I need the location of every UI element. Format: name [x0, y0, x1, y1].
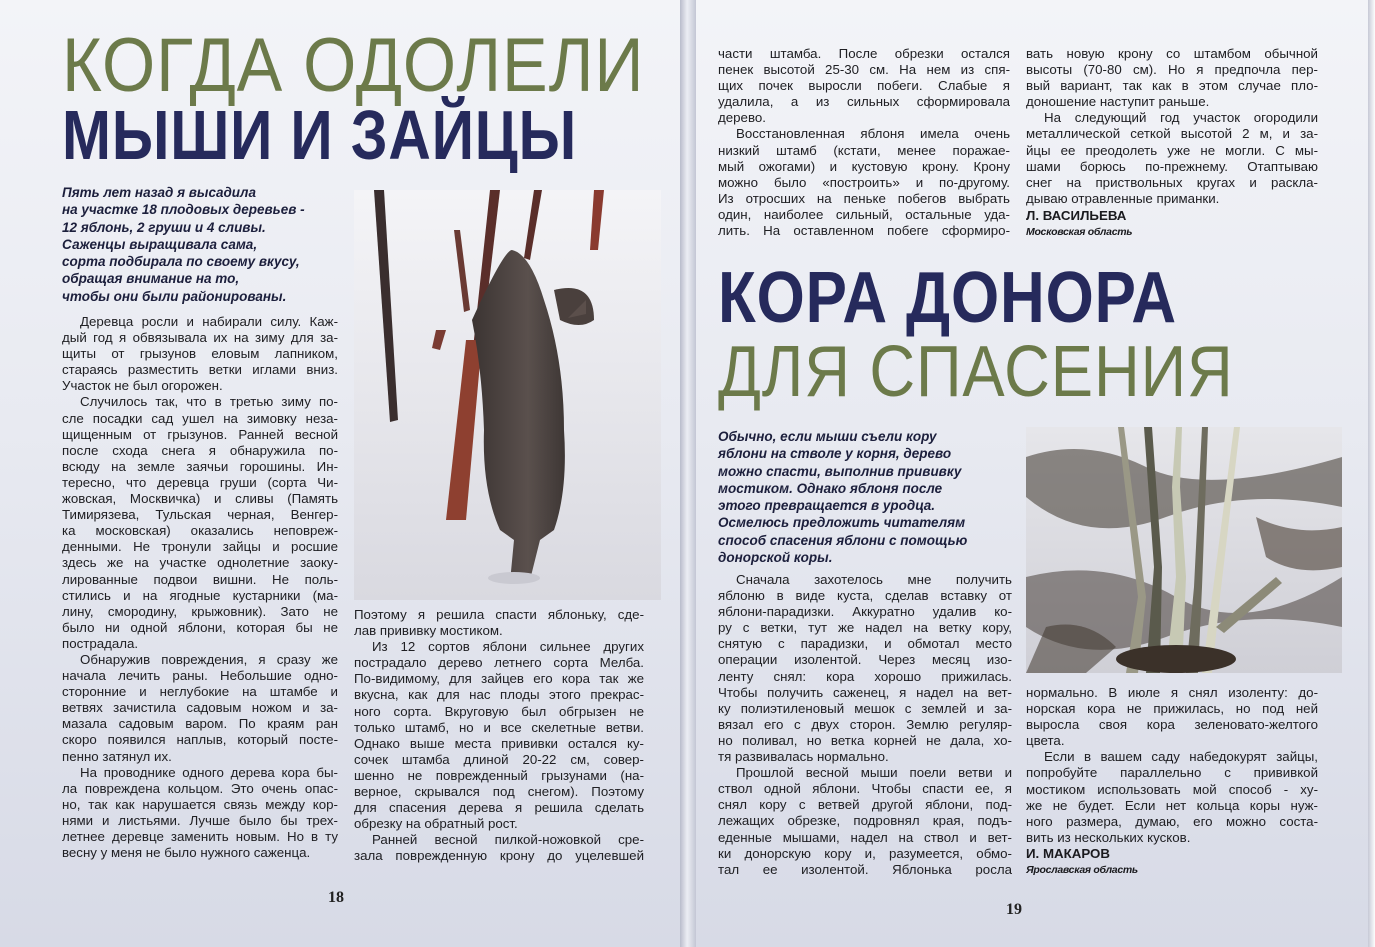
text-line: сле посадки сад ушел на зимовку неза-: [62, 410, 338, 426]
text-line: яблони-парадизки. Аккуратно удалив ко-: [718, 604, 1012, 620]
text-line: обрезку на обратный рост.: [354, 816, 518, 832]
text-line: мый ожогами) и кустовую крону. Крону: [718, 158, 1010, 174]
text-line: щищенным от грызунов. Ранней весной: [62, 426, 338, 442]
text-line: Из отросших на пеньке побегов выбрать: [718, 190, 1010, 206]
text-line: ки донорскую кору и, разумеется, обмо-: [718, 845, 1012, 861]
text-line: Восстановленная яблоня имела очень: [736, 126, 1010, 142]
lead-line: мостиком. Однако яблоня после: [718, 480, 943, 496]
text-line: вать новую крону со штамбом обычной: [1026, 46, 1318, 61]
text-line: жовская, Москвичка) и сливы (Память: [62, 491, 338, 507]
page-right: [696, 0, 1368, 947]
text-line: лированные подвои вишни. Не поль-: [62, 571, 338, 587]
text-line: Сначала захотелось мне получить: [736, 572, 1012, 587]
page-number: 19: [1006, 901, 1022, 918]
text-line: ка московская) оказались неповреж-: [62, 523, 338, 539]
text-line: шенно не поврежденный грызунами (на-: [354, 767, 644, 783]
text-line: яблоню в виде куста, сделав вставку от: [718, 588, 1012, 604]
text-line: но поливал, но ветка корней не дала, хо-: [718, 732, 1012, 748]
text-line: зала поврежденную крону до уцелевшей: [354, 848, 644, 864]
text-line: тал ее изолентой. Яблонька росла: [718, 861, 1012, 877]
text-line: пострадала.: [62, 635, 139, 651]
text-line: На следующий год участок огородили: [1044, 110, 1318, 126]
text-line: верное, скрывался под снегом). Поэтому: [354, 784, 644, 800]
text-line: удалила, а из сильных сформировала: [718, 94, 1010, 110]
lead-line: этого превращается в уродца.: [718, 498, 936, 514]
apple-trunk-photo: [1026, 427, 1342, 673]
text-line: мостиком использовать мой способ - ху-: [1026, 781, 1318, 797]
text-line: Поэтому я решила спасти яблоньку, сде-: [354, 607, 644, 622]
text-line: шами борюсь по-прежнему. Отаптываю: [1026, 158, 1318, 174]
text-line: лав прививку мостиком.: [354, 623, 503, 639]
text-line: попробуйте параллельно с прививкой: [1026, 765, 1318, 781]
author-name: И. МАКАРОВ: [1026, 846, 1110, 861]
text-line: По-видимому, для зайцев его кора так же: [354, 671, 644, 687]
text-line: лежащих обрезке, подровнял края, подъ-: [718, 813, 1012, 829]
lead-line: 12 яблонь, 2 груши и 4 сливы.: [62, 219, 266, 235]
lead-line: Саженцы выращивала сама,: [62, 236, 258, 252]
text-line: здесь же на участке однолетние заоку-: [62, 555, 338, 571]
text-line: лину, смородину, крыжовник). Зато не: [62, 603, 338, 619]
right-bottom-column-1: [718, 572, 1012, 878]
lead-line: чтобы они были районированы.: [62, 288, 287, 304]
text-line: вить из нескольких кусков.: [1026, 829, 1191, 845]
text-line: норская кора не прижилась, но под ней: [1026, 701, 1318, 717]
lead-line: Обычно, если мыши съели кору: [718, 429, 937, 444]
lead-line: обращая внимание на то,: [62, 271, 240, 287]
lead-line: на участке 18 плодовых деревьев -: [62, 202, 305, 218]
text-line: нями и листьями. Лучше было бы трех-: [62, 812, 338, 828]
rabbit-photo-illustration: [354, 190, 661, 600]
rabbit-photo: [354, 190, 661, 600]
text-line: Из 12 сортов яблони сильнее других: [372, 639, 644, 655]
author-name: Л. ВАСИЛЬЕВА: [1026, 208, 1127, 223]
lead-line: Осмелюсь предложить читателям: [718, 515, 966, 531]
text-line: Деревца росли и набирали силу. Каж-: [80, 314, 338, 329]
text-line: цвета.: [1026, 733, 1065, 749]
text-line: пострадало дерево летнего сорта Мелба.: [354, 655, 644, 671]
text-line: нормально. В июле я снял изоленту: до-: [1026, 685, 1318, 700]
text-line: щиты от грызунов еловым лапником,: [62, 346, 338, 362]
text-line: всюду на земле заячьи горошины. Ин-: [62, 458, 338, 474]
left-column-1: [62, 314, 338, 861]
text-line: мазала садовым варом. По краям ран: [62, 716, 338, 732]
lead-line: донорской коры.: [718, 550, 833, 566]
text-line: лить. На оставленном побеге сформиро-: [718, 223, 1010, 239]
text-line: можно было «построить» и по-другому.: [718, 174, 1010, 190]
text-line: ленту снял: кора хорошо прижилась.: [718, 668, 1012, 684]
text-line: Участок не был огорожен.: [62, 378, 223, 394]
text-line: было ни одной яблони, которая бы не: [62, 619, 338, 635]
lead-paragraph: [718, 428, 967, 566]
spine-gutter: [680, 0, 696, 947]
headline-line-2: МЫШИ И ЗАЙЦЫ: [62, 96, 577, 174]
text-line: ного сорта. Вкруговую был обгрызен не: [354, 703, 644, 719]
page-left: [0, 0, 680, 947]
text-line: только штамб, но и все скелетные ветви.: [354, 719, 644, 735]
text-line: ветвях зачистила садовым ножом и за-: [62, 700, 338, 716]
text-line: низкий штамб (кстати, менее поражае-: [718, 142, 1010, 158]
text-line: йцы ее преодолеть уже не могли. С мы-: [1026, 142, 1318, 158]
text-line: ствол одной яблони. Чтобы спасти ее, я: [718, 781, 1012, 797]
text-line: тя развивалась нормально.: [718, 749, 889, 765]
text-line: сочек штамба длиной 20-22 см, совер-: [354, 751, 644, 767]
lead-line: Пять лет назад я высадила: [62, 185, 256, 200]
text-line: металлической сеткой высотой 2 м, и за-: [1026, 126, 1318, 142]
text-line: Тимирязева, Тульская черная, Венгер-: [62, 507, 338, 523]
text-line: дый год я обвязывала их на зиму для за-: [62, 330, 338, 346]
text-line: ру с ветки, тут же надел на ветку кору,: [718, 620, 1012, 636]
text-line: начала лечить раны. Небольшие одно-: [62, 668, 338, 684]
text-line: высоты (70-80 см). Но я предпочла пер-: [1026, 62, 1318, 78]
text-line: снятую с парадизки, и обмотал место: [718, 636, 1012, 652]
text-line: операции изолентой. Через месяц изо-: [718, 652, 1012, 668]
right-top-column-2: [1026, 46, 1318, 207]
author-region: Ярославская область: [1026, 864, 1138, 876]
text-line: сторонние и неглубокие на штамбе и: [62, 684, 338, 700]
text-line: весну у меня не было нужного саженца.: [62, 845, 311, 861]
text-line: же не будет. Если нет кольца коры нуж-: [1026, 797, 1318, 813]
text-line: Однако выше места прививки остался ку-: [354, 735, 644, 751]
text-line: Прошлой весной мыши поели ветви и: [736, 765, 1012, 781]
text-line: стараясь разместить ветки иглами вниз.: [62, 362, 338, 378]
text-line: дерево.: [718, 110, 766, 126]
text-line: Ранней весной пилкой-ножовкой сре-: [372, 832, 644, 848]
lead-line: способ спасения яблони с помощью: [718, 532, 968, 548]
page-edge: [1368, 0, 1375, 947]
text-line: но, так как нарушается связь между кор-: [62, 796, 338, 812]
text-line: части штамба. После обрезки остался: [718, 46, 1010, 61]
text-line: еденные мышами, надел на ствол и вет-: [718, 829, 1012, 845]
text-line: Случилось так, что в третью зиму по-: [80, 394, 338, 410]
text-line: Обнаружив повреждения, я сразу же: [80, 651, 338, 667]
text-line: На проводнике одного дерева кора бы-: [80, 764, 338, 780]
text-line: ку полиэтиленовый мешок с землей и за-: [718, 700, 1012, 716]
lead-line: сорта подбирала по своему вкусу,: [62, 254, 300, 270]
text-line: вкусна, как для нас плоды этого прекрас-: [354, 687, 644, 703]
text-line: пенек высотой 25-30 см. На нем из спя-: [718, 62, 1010, 78]
author-region: Московская область: [1026, 226, 1133, 238]
text-line: снял кору с ветвей другой яблони, под-: [718, 797, 1012, 813]
text-line: ла повреждена кольцом. Это очень опас-: [62, 780, 338, 796]
lead-paragraph: [62, 184, 305, 305]
apple-trunk-photo-illustration: [1026, 427, 1342, 673]
text-line: пенно затянул их.: [62, 748, 172, 764]
page-number: 18: [328, 889, 344, 906]
text-line: после схода снега я обнаружила по-: [62, 442, 338, 458]
lead-line: яблони на стволе у корня, дерево: [718, 446, 952, 462]
text-line: снег на приствольных кругах и раскла-: [1026, 174, 1318, 190]
lead-line: можно спасти, выполнив прививку: [718, 463, 962, 479]
text-line: дываю отравленные приманки.: [1026, 190, 1220, 206]
text-line: ного размера, думаю, его можно соста-: [1026, 813, 1318, 829]
text-line: скоро появился наплыв, который посте-: [62, 732, 338, 748]
text-line: летнее деревце заменить новым. Но в ту: [62, 829, 338, 844]
text-line: выросла своя кора зеленовато-желтого: [1026, 717, 1318, 733]
text-line: для спасения дерева я решила сделать: [354, 800, 644, 816]
text-line: доношение наступит раньше.: [1026, 94, 1210, 110]
right-top-column-1: [718, 46, 1010, 239]
right-bottom-column-2: [1026, 685, 1318, 846]
headline-line-1: КОГДА ОДОЛЕЛИ: [62, 23, 645, 108]
left-column-2: [354, 607, 644, 865]
headline-line-2: ДЛЯ СПАСЕНИЯ: [718, 332, 1234, 412]
text-line: Чтобы получить саженец, я надел на вет-: [718, 684, 1012, 700]
text-line: вязал его с двух сторон. Землю регуляр-: [718, 716, 1012, 732]
text-line: щих почек выросли побеги. Слабые я: [718, 78, 1010, 94]
text-line: один, наиболее сильный, остальные уда-: [718, 206, 1010, 222]
headline-line-1: КОРА ДОНОРА: [718, 258, 1177, 338]
text-line: денными. Не тронули зайцы и росшие: [62, 539, 338, 555]
text-line: вый вариант, так как в этом случае пло-: [1026, 78, 1318, 94]
text-line: Если в вашем саду набедокурят зайцы,: [1044, 749, 1318, 765]
text-line: стились и на ягодные кустарники (ма-: [62, 587, 338, 603]
text-line: тересно, что деревца груши (сорта Чи-: [62, 474, 338, 490]
